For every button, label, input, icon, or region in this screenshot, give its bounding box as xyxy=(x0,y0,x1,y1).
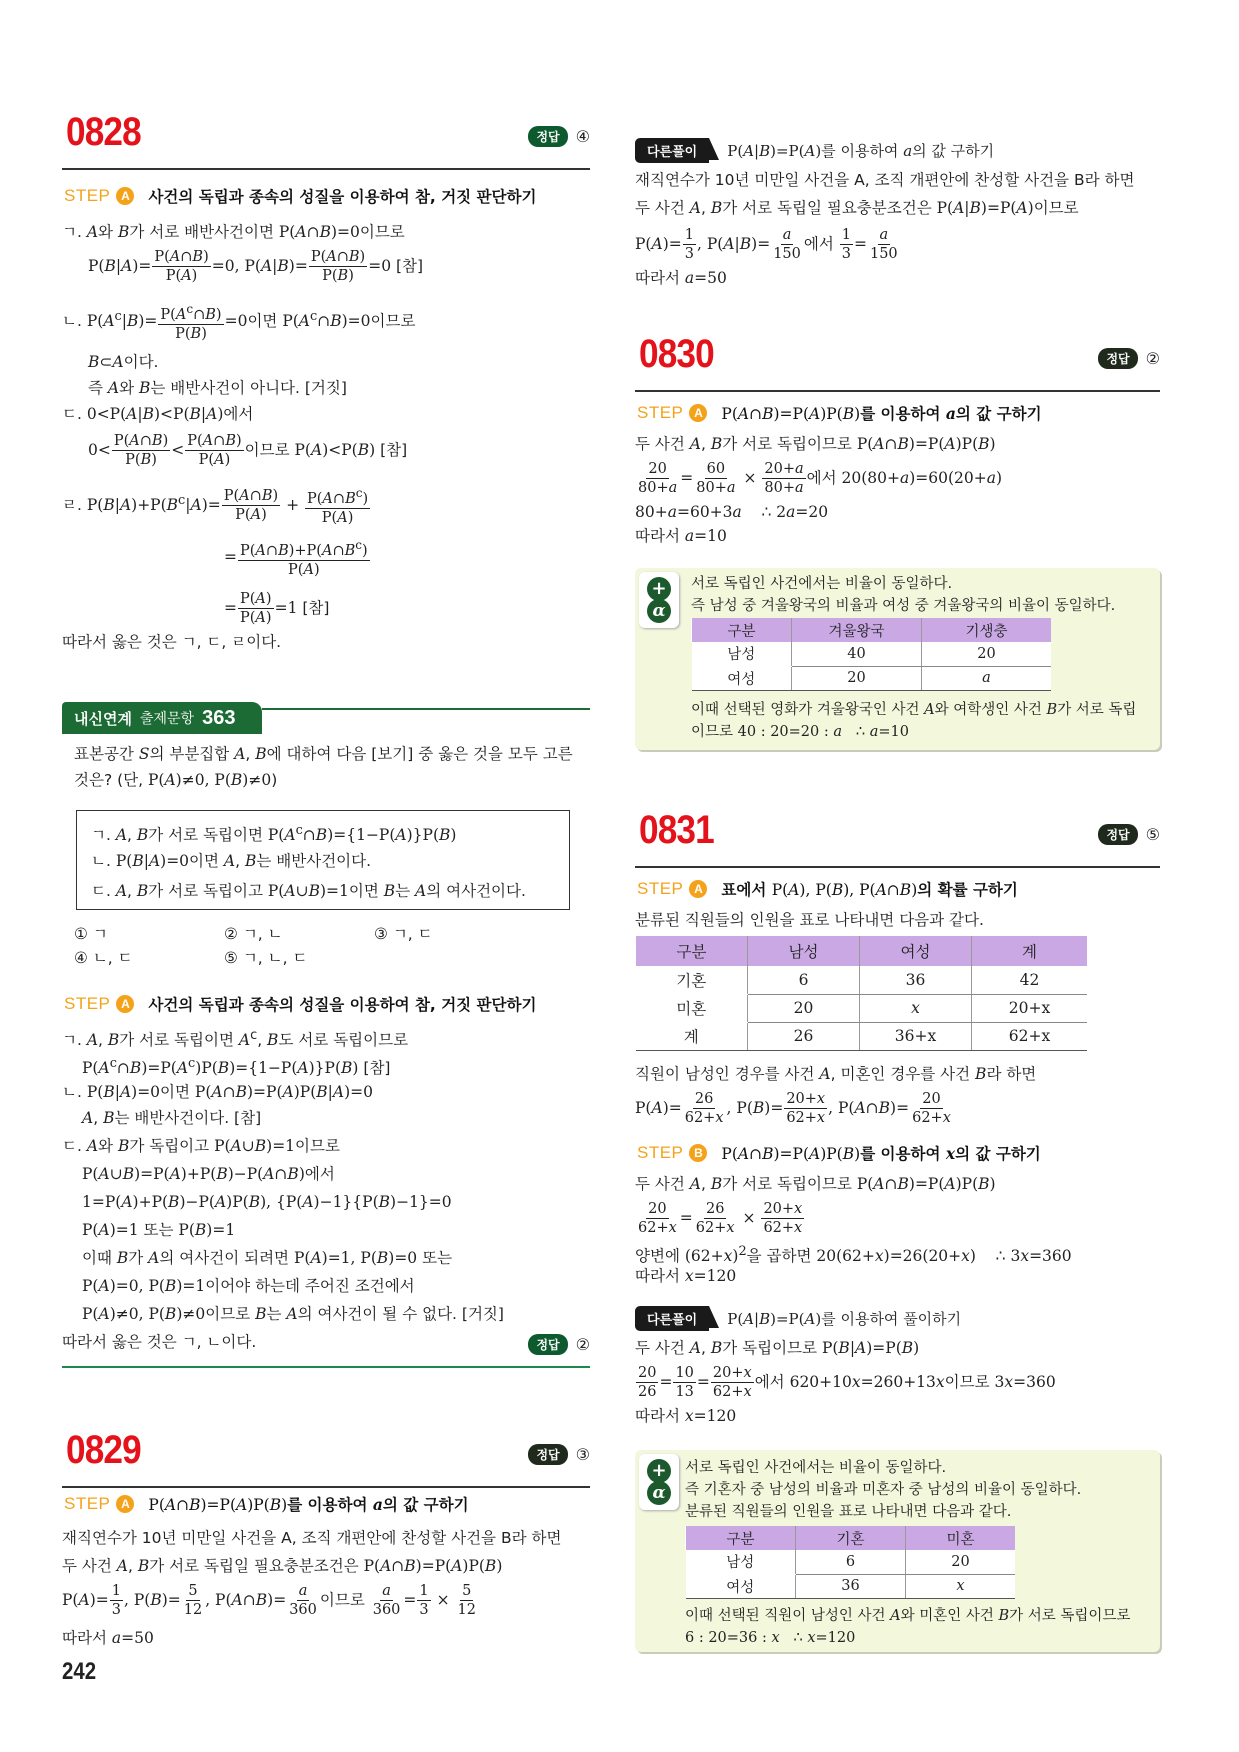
table-header: 겨울왕국 xyxy=(792,618,922,642)
problem-number: 0829 xyxy=(66,1428,141,1472)
bogi-box xyxy=(76,810,570,910)
solution-formula: = $\frac{P(A)}{P(A)}$ =1 [참] xyxy=(224,591,330,626)
solution-line: 직원이 남성인 경우를 사건 A, 미혼인 경우를 사건 B라 하면 xyxy=(635,1065,1037,1083)
alt-solution-heading xyxy=(635,1306,961,1331)
staff-table xyxy=(635,936,1087,1051)
choice-2[interactable]: ② ㄱ, ㄴ xyxy=(224,925,283,943)
table-cell: 36 xyxy=(860,966,972,994)
problem-header-0831 xyxy=(635,808,1160,868)
table-header: 구분 xyxy=(692,618,792,642)
step-title: P(A∩B)=P(A)P(B)를 이용하여 a의 값 구하기 xyxy=(721,404,1042,423)
solution-line: 두 사건 A, B가 서로 독립이므로 P(A∩B)=P(A)P(B) xyxy=(635,1175,996,1193)
question-text: 것은? (단, P(A)≠0, P(B)≠0) xyxy=(74,771,278,789)
solution-line: 따라서 x=120 xyxy=(635,1267,737,1285)
problem-number: 0830 xyxy=(639,332,714,376)
conclusion: 따라서 옳은 것은 ㄱ, ㄷ, ㄹ이다. xyxy=(62,633,282,651)
step-title: 표에서 P(A), P(B), P(A∩B)의 확률 구하기 xyxy=(721,881,1018,899)
solution-line: 재직연수가 10년 미만일 사건을 A, 조직 개편안에 찬성할 사건을 B라 하면 xyxy=(635,171,1135,189)
solution-line: 즉 A와 B는 배반사건이 아니다. [거짓] xyxy=(88,379,347,397)
table-cell: 36+x xyxy=(860,1022,972,1050)
problem-header-0829 xyxy=(62,1428,590,1488)
table-cell: a xyxy=(922,666,1052,690)
solution-line: $P(A^c\cap B)=P(A^c)P(B)=\{1-P(A)\}P(B)$ [참] xyxy=(82,1056,391,1078)
table-row xyxy=(692,666,1052,690)
table-row xyxy=(686,1550,1016,1574)
solution-line: 재직연수가 10년 미만일 사건을 A, 조직 개편안에 찬성할 사건을 B라 하면 xyxy=(62,1529,562,1547)
table-cell: 기혼 xyxy=(636,966,748,994)
table-header: 남성 xyxy=(748,936,860,966)
table-cell: 20 xyxy=(922,642,1052,666)
conclusion: 따라서 옳은 것은 ㄱ, ㄴ이다. xyxy=(62,1333,257,1351)
solution-formula: P(A)= $\frac{26}{62+x}$ , P(B)= $\frac{20+x}{62+x}$ , P(A∩B)= $\frac{20}{62+x}$ xyxy=(635,1091,951,1126)
divider xyxy=(62,1366,590,1368)
solution-line: 두 사건 A, B가 서로 독립이므로 P(A∩B)=P(A)P(B) xyxy=(635,435,996,453)
table-cell: x xyxy=(906,1574,1016,1598)
section-tab xyxy=(62,702,262,734)
answer xyxy=(1098,824,1160,845)
alt-solution-title: P(A|B)=P(A)를 이용하여 a의 값 구하기 xyxy=(727,142,995,160)
answer xyxy=(528,126,590,147)
answer-badge: 정답 xyxy=(1098,348,1137,369)
table-cell: 20+x xyxy=(972,994,1088,1022)
solution-line: 두 사건 A, B가 독립이므로 P(B|A)=P(B) xyxy=(635,1339,920,1357)
table-cell: 계 xyxy=(636,1022,748,1050)
solution-formula: P(B|A)= $\frac{P(A\cap B)}{P(A)}$ =0, P(A|B)= $\frac{P(A\cap B)}{P(B)}$ =0 [참] xyxy=(88,249,424,284)
table-row xyxy=(636,1022,1088,1050)
step-b-heading xyxy=(637,1142,1041,1164)
table-row xyxy=(692,642,1052,666)
solution-formula: P(A)= $\frac{1}{3}$ , P(A|B)= $\frac{a}{150}$ 에서 $\frac{1}{3}$ = $\frac{a}{150}$ xyxy=(635,227,898,262)
step-letter-icon: A xyxy=(689,880,707,898)
tip-box xyxy=(635,1450,1160,1652)
tip-text: 6 : 20=36 : x ∴ x=120 xyxy=(685,1630,856,1646)
problem-number: 0831 xyxy=(639,808,714,852)
step-a-heading xyxy=(637,878,1018,900)
solution-line: P(A)≠0, P(B)≠0이므로 B는 A의 여사건이 될 수 없다. [거짓] xyxy=(82,1305,504,1323)
section-number: 363 xyxy=(202,706,236,729)
solution-line: 80+a=60+3a ∴ 2a=20 xyxy=(635,503,829,521)
problem-header-0830 xyxy=(635,332,1160,392)
solution-line: ㄱ. A, B가 서로 독립이면 $A^c$, B도 서로 독립이므로 xyxy=(62,1028,409,1050)
solution-formula: ㄴ. $P(A^c|B)=$ $\frac{P(A^c\cap B)}{P(B)}$ =0이면 $P(A^c\cap B)=0$이므로 xyxy=(62,302,416,342)
table-row xyxy=(686,1574,1016,1598)
solution-formula: $\frac{20}{26}$ = $\frac{10}{13}$ = $\frac{20+x}{62+x}$ 에서 620+10x=260+13x이므로 3x=360 xyxy=(638,1365,1056,1400)
answer-value: ③ xyxy=(575,1445,590,1464)
divider xyxy=(262,708,590,710)
answer-value: ④ xyxy=(575,127,590,146)
step-a-heading xyxy=(637,402,1042,424)
answer xyxy=(528,1334,590,1355)
choice-1[interactable]: ① ㄱ xyxy=(74,925,108,943)
solution-line: ㄱ. A와 B가 서로 배반사건이면 P(A∩B)=0이므로 xyxy=(62,223,405,241)
step-label: STEP xyxy=(637,879,684,898)
step-a-heading xyxy=(64,185,536,207)
answer-value: ② xyxy=(1145,349,1160,368)
step-letter-icon: B xyxy=(689,1144,707,1162)
solution-line: 두 사건 A, B가 서로 독립일 필요충분조건은 P(A|B)=P(A)이므로 xyxy=(635,199,1079,217)
step-title: P(A∩B)=P(A)P(B)를 이용하여 a의 값 구하기 xyxy=(148,1495,469,1514)
solution-line: 따라서 a=50 xyxy=(62,1629,154,1647)
table-cell: 62+x xyxy=(972,1022,1088,1050)
table-row xyxy=(636,966,1088,994)
solution-line: 양변에 $(62+x)^2$을 곱하면 20(62+x)=26(20+x) ∴ 3x=360 xyxy=(635,1244,1072,1266)
exam-link-section-header xyxy=(62,702,590,734)
solution-line: P(A∪B)=P(A)+P(B)−P(A∩B)에서 xyxy=(82,1165,335,1183)
alt-solution-tab: 다른풀이 xyxy=(635,1306,709,1331)
solution-line: ㄷ. A와 B가 독립이고 P(A∪B)=1이므로 xyxy=(62,1137,340,1155)
solution-line: P(A)=0, P(B)=1이어야 하는데 주어진 조건에서 xyxy=(82,1277,415,1295)
table-row xyxy=(636,994,1088,1022)
table-cell: 여성 xyxy=(686,1574,796,1598)
solution-line: 두 사건 A, B가 서로 독립일 필요충분조건은 P(A∩B)=P(A)P(B) xyxy=(62,1557,503,1575)
tip-text: 이므로 40 : 20=20 : a ∴ a=10 xyxy=(691,724,909,740)
table-cell: 20 xyxy=(792,666,922,690)
step-label: STEP xyxy=(637,1143,684,1162)
table-cell: 6 xyxy=(796,1550,906,1574)
table-header: 기혼 xyxy=(796,1526,906,1550)
problem-number: 0828 xyxy=(66,110,141,154)
problem-header-0828 xyxy=(62,110,590,170)
solution-line: ㄷ. 0<P(A|B)<P(B|A)에서 xyxy=(62,405,254,423)
solution-formula: = $\frac{P(A\cap B)+P(A\cap B^c)}{P(A)}$ xyxy=(224,538,368,578)
tip-table xyxy=(691,618,1051,691)
answer-badge: 정답 xyxy=(528,1444,567,1465)
table-header: 기생충 xyxy=(922,618,1052,642)
table-cell: 20 xyxy=(906,1550,1016,1574)
step-letter-icon: A xyxy=(689,404,707,422)
tip-table xyxy=(685,1526,1015,1599)
choice-5[interactable]: ⑤ ㄱ, ㄴ, ㄷ xyxy=(224,949,308,967)
answer-badge: 정답 xyxy=(528,126,567,147)
section-label: 내신연계 xyxy=(74,709,132,728)
solution-formula: ㄹ. $P(B|A)+P(B^c|A)=$ $\frac{P(A\cap B)}{P(A)}$ + $\frac{P(A\cap B^c)}{P(A)}$ xyxy=(62,486,369,526)
answer-value: ⑤ xyxy=(1145,825,1160,844)
choice-4[interactable]: ④ ㄴ, ㄷ xyxy=(74,949,133,967)
section-sub: 출제문항 xyxy=(139,711,195,727)
answer xyxy=(528,1444,590,1465)
answer-badge: 정답 xyxy=(528,1334,567,1355)
answer-badge: 정답 xyxy=(1098,824,1137,845)
table-cell: 42 xyxy=(972,966,1088,994)
table-cell: 20 xyxy=(748,994,860,1022)
solution-line: A, B는 배반사건이다. [참] xyxy=(82,1109,262,1127)
step-title: 사건의 독립과 종속의 성질을 이용하여 참, 거짓 판단하기 xyxy=(148,188,537,206)
step-letter-icon: A xyxy=(116,995,134,1013)
tip-text: 이때 선택된 직원이 남성인 사건 A와 미혼인 사건 B가 서로 독립이므로 xyxy=(685,1608,1131,1624)
table-header: 여성 xyxy=(860,936,972,966)
bogi-item: ㄱ. A, B가 서로 독립이면 $P(A^c\cap B)=\{1-P(A)\}P(B)$ xyxy=(91,823,457,845)
solution-formula: $\frac{20}{62+x}$ = $\frac{26}{62+x}$ × $\frac{20+x}{62+x}$ xyxy=(638,1201,803,1236)
table-cell: 26 xyxy=(748,1022,860,1050)
bogi-item: ㄴ. P(B|A)=0이면 A, B는 배반사건이다. xyxy=(91,852,372,870)
step-label: STEP xyxy=(64,994,111,1013)
tip-text: 즉 기혼자 중 남성의 비율과 미혼자 중 남성의 비율이 동일하다. xyxy=(685,1482,1082,1498)
table-cell: 36 xyxy=(796,1574,906,1598)
table-cell: 남성 xyxy=(692,642,792,666)
table-cell: 미혼 xyxy=(636,994,748,1022)
tip-text: 즉 남성 중 겨울왕국의 비율과 여성 중 겨울왕국의 비율이 동일하다. xyxy=(691,598,1116,614)
table-cell: 여성 xyxy=(692,666,792,690)
alt-solution-tab: 다른풀이 xyxy=(635,138,709,163)
page-number: 242 xyxy=(62,1658,97,1685)
solution-line: 따라서 a=50 xyxy=(635,269,727,287)
step-label: STEP xyxy=(64,1494,111,1513)
solution-line: B⊂A이다. xyxy=(88,353,159,371)
alt-solution-heading xyxy=(635,138,994,163)
step-a-heading xyxy=(64,1493,469,1515)
table-header: 미혼 xyxy=(906,1526,1016,1550)
intro-text: 분류된 직원들의 인원을 표로 나타내면 다음과 같다. xyxy=(635,911,984,929)
tip-box xyxy=(635,568,1160,750)
step-title: P(A∩B)=P(A)P(B)를 이용하여 x의 값 구하기 xyxy=(721,1144,1041,1163)
plus-alpha-icon: + α xyxy=(639,1454,679,1510)
alt-solution-title: P(A|B)=P(A)를 이용하여 풀이하기 xyxy=(727,1310,962,1328)
solution-line: 이때 B가 A의 여사건이 되려면 P(A)=1, P(B)=0 또는 xyxy=(82,1249,453,1267)
solution-formula: $\frac{20}{80+a}$ = $\frac{60}{80+a}$ × $\frac{20+a}{80+a}$ 에서 20(80+a)=60(20+a) xyxy=(638,461,1003,496)
step-letter-icon: A xyxy=(116,187,134,205)
solution-line: 따라서 x=120 xyxy=(635,1407,737,1425)
tip-text: 서로 독립인 사건에서는 비율이 동일하다. xyxy=(685,1460,947,1476)
solution-formula: P(A)= $\frac{1}{3}$ , P(B)= $\frac{5}{12}$ , P(A∩B)= $\frac{a}{360}$ 이므로 $\frac{a}{360}$ = $\frac{1}{3}$ × $\frac{5}{12}$ xyxy=(62,1583,476,1618)
table-cell: x xyxy=(860,994,972,1022)
answer-value: ② xyxy=(575,1335,590,1354)
solution-line: ㄴ. P(B|A)=0이면 P(A∩B)=P(A)P(B|A)=0 xyxy=(62,1083,373,1101)
table-header: 계 xyxy=(972,936,1088,966)
step-a-heading xyxy=(64,993,536,1015)
solution-line: P(A)=1 또는 P(B)=1 xyxy=(82,1221,236,1239)
table-header: 구분 xyxy=(636,936,748,966)
tip-text: 이때 선택된 영화가 겨울왕국인 사건 A와 여학생인 사건 B가 서로 독립 xyxy=(691,702,1137,718)
step-label: STEP xyxy=(64,186,111,205)
bogi-item: ㄷ. A, B가 서로 독립이고 P(A∪B)=1이면 B는 A의 여사건이다. xyxy=(91,882,526,900)
table-header: 구분 xyxy=(686,1526,796,1550)
solution-formula: 0< $\frac{P(A\cap B)}{P(B)}$ < $\frac{P(A\cap B)}{P(A)}$ 이므로 P(A)<P(B) [참] xyxy=(88,433,408,468)
tip-text: 서로 독립인 사건에서는 비율이 동일하다. xyxy=(691,576,953,592)
solution-line: 1=P(A)+P(B)−P(A)P(B), {P(A)−1}{P(B)−1}=0 xyxy=(82,1193,452,1211)
choice-3[interactable]: ③ ㄱ, ㄷ xyxy=(374,925,433,943)
step-label: STEP xyxy=(637,403,684,422)
question-text: 표본공간 S의 부분집합 A, B에 대하여 다음 [보기] 중 옳은 것을 모두 고른 xyxy=(74,745,573,763)
answer xyxy=(1098,348,1160,369)
tip-text: 분류된 직원들의 인원을 표로 나타내면 다음과 같다. xyxy=(685,1504,1012,1520)
table-cell: 6 xyxy=(748,966,860,994)
step-title: 사건의 독립과 종속의 성질을 이용하여 참, 거짓 판단하기 xyxy=(148,996,537,1014)
solution-line: 따라서 a=10 xyxy=(635,527,727,545)
table-cell: 남성 xyxy=(686,1550,796,1574)
step-letter-icon: A xyxy=(116,1495,134,1513)
plus-alpha-icon: + α xyxy=(639,572,679,628)
table-cell: 40 xyxy=(792,642,922,666)
